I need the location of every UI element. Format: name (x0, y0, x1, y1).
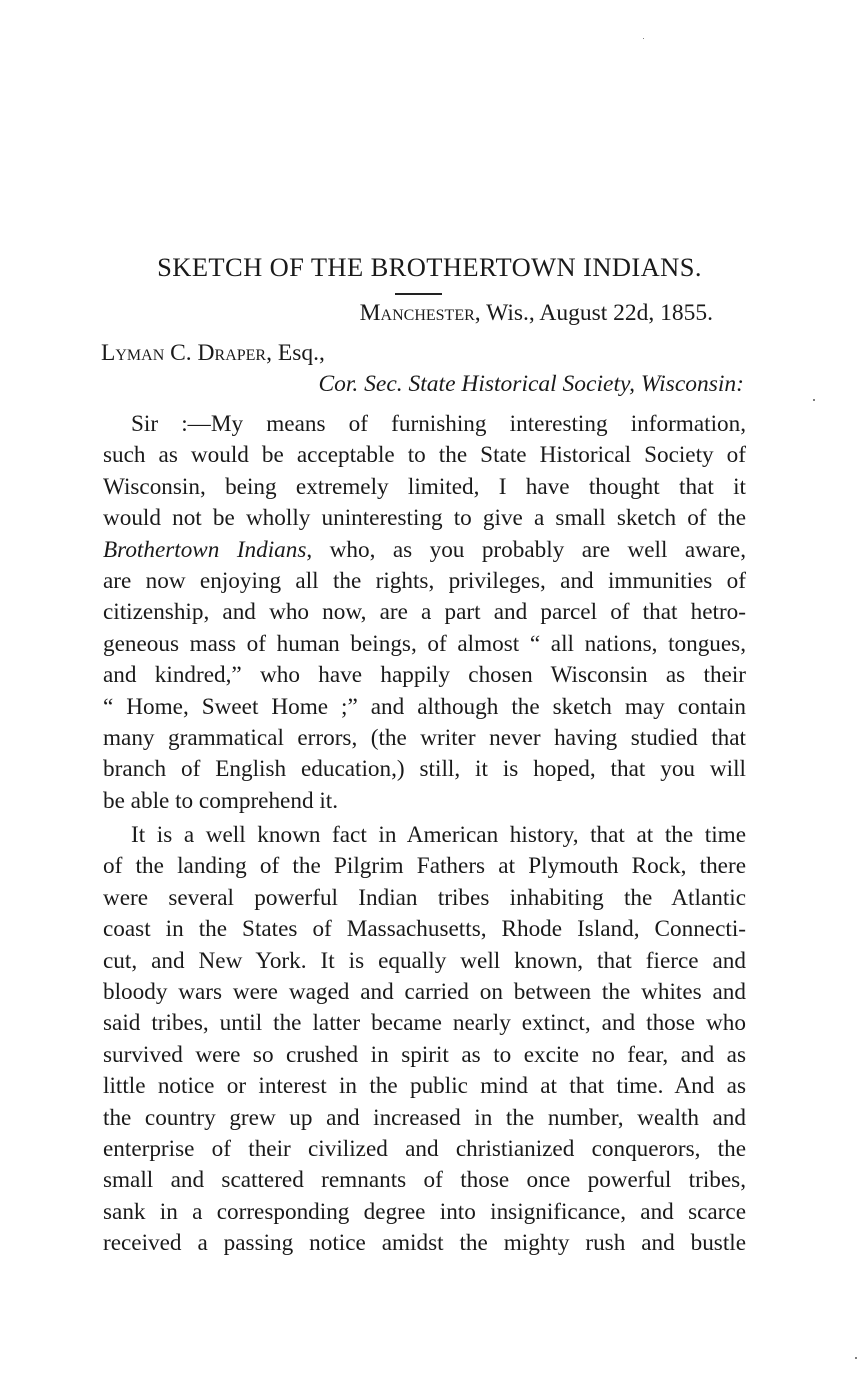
text-line: coast in the States of Massachusetts, Rhode Island, Connecti- (103, 916, 746, 943)
letter-body (103, 409, 746, 1260)
dateline (360, 300, 713, 327)
addressee-suffix: , Esq., (266, 340, 325, 366)
paper-speck (813, 399, 815, 401)
text-line: Wisconsin, being extremely limited, I have thought that it (103, 473, 746, 500)
paper-speck (643, 38, 644, 39)
text-line: cut, and New York. It is equally well known, that fierce and (103, 947, 746, 974)
text-line: geneous mass of human beings, of almost “ all nations, tongues, (103, 630, 746, 657)
text-line: were several powerful Indian tribes inhabiting the Atlantic (103, 884, 746, 911)
addressee-name: Lyman C. Draper (101, 340, 267, 366)
addressee (101, 340, 325, 367)
text-line: the country grew up and increased in the number, wealth and (103, 1104, 746, 1131)
text-line: “ Home, Sweet Home ;” and although the sketch may contain (103, 693, 746, 720)
text-line: small and scattered remnants of those once powerful tribes, (103, 1167, 746, 1194)
dateline-place: Manchester (359, 300, 475, 326)
text-line: branch of English education,) still, it is hoped, that you will (103, 756, 746, 783)
text-fragment: , who, as you probably are well aware, (306, 536, 746, 563)
page-title: SKETCH OF THE BROTHERTOWN INDIANS. (157, 252, 702, 282)
paper-speck (855, 1357, 857, 1359)
text-line: be able to comprehend it. (103, 787, 339, 814)
text-line: many grammatical errors, (the writer never having studied that (103, 724, 746, 751)
italic-phrase: Brothertown Indians (103, 536, 307, 563)
text-line: enterprise of their civilized and christianized conquerors, the (103, 1135, 746, 1162)
text-line: of the landing of the Pilgrim Fathers at Plymouth Rock, there (103, 853, 746, 880)
text-line: survived were so crushed in spirit as to excite no fear, and as (103, 1041, 746, 1068)
addressee-office: Cor. Sec. State Historical Society, Wisconsin: (318, 371, 744, 397)
text-line: received a passing notice amidst the mighty rush and bustle (103, 1230, 746, 1257)
text-line: are now enjoying all the rights, privileges, and immunities of (103, 567, 746, 594)
text-line: said tribes, until the latter became nearly extinct, and those who (103, 1010, 746, 1037)
text-line: bloody wars were waged and carried on between the whites and (103, 979, 746, 1006)
text-line: Sir :—My means of furnishing interesting information, (131, 411, 746, 437)
text-line: and kindred,” who have happily chosen Wisconsin as their (103, 662, 746, 689)
text-line: would not be wholly uninteresting to give a small sketch of the (103, 505, 746, 532)
dateline-date: , Wis., August 22d, 1855. (474, 300, 713, 326)
text-line: sank in a corresponding degree into insignificance, and scarce (103, 1198, 746, 1225)
text-line: such as would be acceptable to the State Historical Society of (103, 442, 746, 469)
title-rule (395, 293, 442, 295)
text-line (103, 535, 746, 566)
text-line: It is a well known fact in American history, that at the time (131, 822, 746, 849)
text-line: little notice or interest in the public mind at that time. And as (103, 1073, 746, 1100)
text-line: citizenship, and who now, are a part and parcel of that hetro- (103, 599, 746, 626)
